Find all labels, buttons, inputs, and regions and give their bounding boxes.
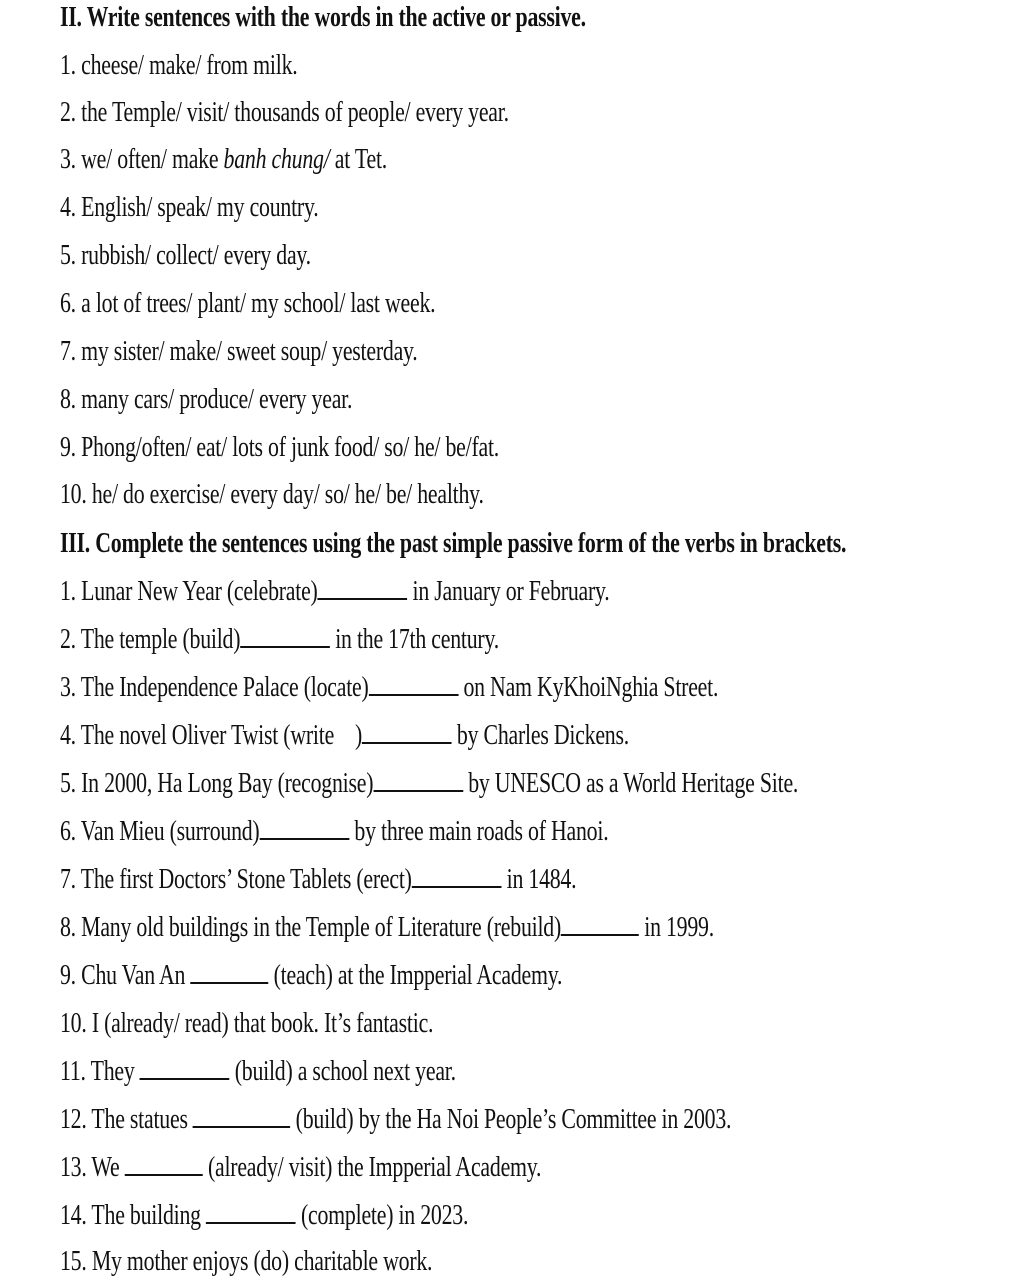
answer-blank[interactable] <box>190 960 268 984</box>
s2-item-8: 8. many cars/ produce/ every year. <box>60 384 353 415</box>
s2-item-6: 6. a lot of trees/ plant/ my school/ last week. <box>60 288 436 319</box>
answer-blank[interactable] <box>240 624 330 648</box>
s2-item-10: 10. he/ do exercise/ every day/ so/ he/ be/ healthy. <box>60 479 484 510</box>
section-3-heading: III. Complete the sentences using the past simple passive form of the verbs in brackets. <box>60 528 847 559</box>
section-2-heading: II. Write sentences with the words in the active or passive. <box>60 2 586 33</box>
answer-blank[interactable] <box>373 768 463 792</box>
s3-item-6: 6. Van Mieu (surround) by three main roads of Hanoi. <box>60 816 609 847</box>
s3-item-15: 15. My mother enjoys (do) charitable work. <box>60 1246 433 1277</box>
s3-item-2: 2. The temple (build) in the 17th century. <box>60 624 499 655</box>
s3-item-8: 8. Many old buildings in the Temple of Literature (rebuild) in 1999. <box>60 912 714 943</box>
s3-item-10: 10. I (already/ read) that book. It’s fantastic. <box>60 1008 434 1039</box>
s2-item-9: 9. Phong/often/ eat/ lots of junk food/ so/ he/ be/fat. <box>60 432 500 463</box>
s3-item-12: 12. The statues (build) by the Ha Noi People’s Committee in 2003. <box>60 1104 732 1135</box>
s3-item-4: 4. The novel Oliver Twist (write ) by Charles Dickens. <box>60 720 629 751</box>
answer-blank[interactable] <box>259 816 349 840</box>
answer-blank[interactable] <box>206 1200 296 1224</box>
answer-blank[interactable] <box>412 864 502 888</box>
answer-blank[interactable] <box>369 672 459 696</box>
s2-item-5: 5. rubbish/ collect/ every day. <box>60 240 311 271</box>
s2-item-4: 4. English/ speak/ my country. <box>60 192 319 223</box>
s3-item-14: 14. The building (complete) in 2023. <box>60 1200 469 1231</box>
answer-blank[interactable] <box>140 1056 230 1080</box>
answer-blank[interactable] <box>125 1152 203 1176</box>
s3-item-11: 11. They (build) a school next year. <box>60 1056 456 1087</box>
answer-blank[interactable] <box>193 1104 290 1128</box>
answer-blank[interactable] <box>561 912 639 936</box>
italic-term: banh chung/ <box>223 144 330 175</box>
s2-item-2: 2. the Temple/ visit/ thousands of people/ every year. <box>60 97 509 128</box>
s3-item-9: 9. Chu Van An (teach) at the Impperial Academy. <box>60 960 563 991</box>
s3-item-13: 13. We (already/ visit) the Impperial Academy. <box>60 1152 542 1183</box>
s3-item-5: 5. In 2000, Ha Long Bay (recognise) by UNESCO as a World Heritage Site. <box>60 768 799 799</box>
s2-item-1: 1. cheese/ make/ from milk. <box>60 50 298 81</box>
answer-blank[interactable] <box>318 576 408 600</box>
answer-blank[interactable] <box>362 720 452 744</box>
s3-item-7: 7. The first Doctors’ Stone Tablets (erect) in 1484. <box>60 864 577 895</box>
s3-item-3: 3. The Independence Palace (locate) on Nam KyKhoiNghia Street. <box>60 672 719 703</box>
s2-item-7: 7. my sister/ make/ sweet soup/ yesterday. <box>60 336 418 367</box>
s3-item-1: 1. Lunar New Year (celebrate) in January or February. <box>60 576 610 607</box>
s2-item-3: 3. we/ often/ make banh chung/ at Tet. <box>60 144 388 175</box>
